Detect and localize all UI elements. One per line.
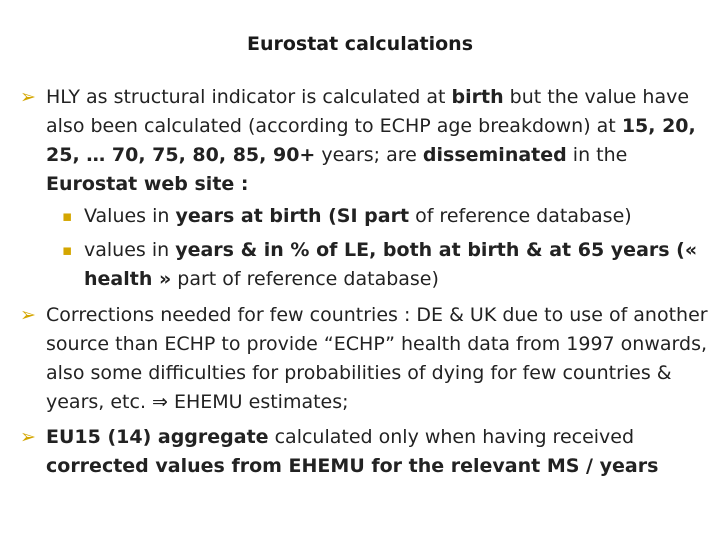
bullet-eu15-aggregate: [20, 423, 710, 481]
sub-bullet-years-percent-le: [62, 236, 712, 294]
sub-bullet-years-at-birth: [62, 202, 712, 231]
sub-bullet-text: Values in years at birth (SI part of reference database): [84, 205, 632, 227]
square-bullet-icon: ▪: [62, 207, 73, 225]
bullet-text: Corrections needed for few countries : DE & UK due to use of another source than ECHP to provide “ECHP” health data from 1997 onwards, also some difficulties for probabilities of dying for few countries & years, etc. ⇒ EHEMU estimates;: [46, 304, 708, 413]
bullet-text: HLY as structural indicator is calculated at birth but the value have also been calculated (according to ECHP age breakdown) at 15, 20, 25, … 70, 75, 80, 85, 90+ years; are disseminated in the Eurostat web site :: [46, 86, 696, 195]
arrow-bullet-icon: ➢: [20, 426, 36, 448]
bullet-text: EU15 (14) aggregate calculated only when having received corrected values from EHEMU for the relevant MS / years: [46, 426, 659, 477]
arrow-bullet-icon: ➢: [20, 86, 36, 108]
sub-bullet-text: values in years & in % of LE, both at birth & at 65 years (« health » part of reference database): [84, 239, 698, 290]
page-title: Eurostat calculations: [246, 33, 474, 55]
arrow-bullet-icon: ➢: [20, 304, 36, 326]
bullet-hly-calculation: [20, 83, 710, 199]
implies-arrow-icon: ⇒: [152, 391, 168, 413]
square-bullet-icon: ▪: [62, 241, 73, 259]
bullet-corrections: [20, 301, 710, 417]
